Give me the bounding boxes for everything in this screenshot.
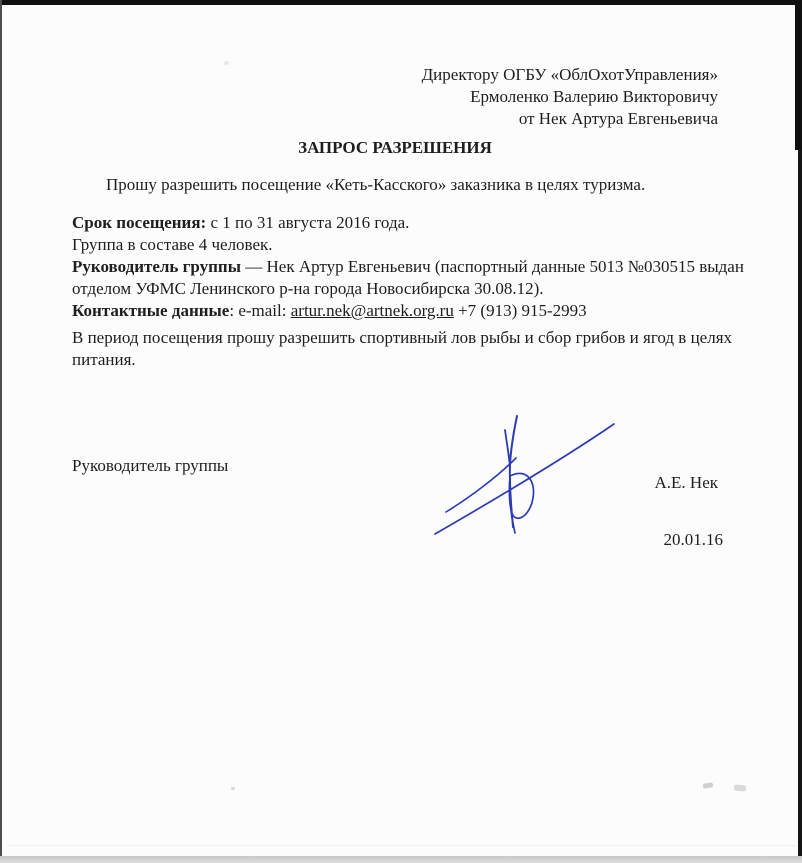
scan-edge-right-corner — [795, 0, 802, 150]
visit-period-label: Срок посещения: — [72, 213, 207, 232]
scan-artifact — [734, 784, 746, 791]
signatory-name: А.Е. Нек — [654, 473, 718, 492]
signature-cross-stroke — [446, 458, 516, 512]
leader-label: Руководитель группы — [72, 257, 241, 276]
scan-edge-top — [0, 0, 802, 5]
recipient-line-director: Директору ОГБУ «ОблОхотУправления» — [421, 65, 718, 84]
scan-artifact — [231, 787, 235, 790]
scan-artifact — [703, 782, 714, 788]
leader-line — [72, 256, 752, 278]
sender-line: от Нек Артура Евгеньевича — [518, 109, 718, 128]
signature-date: 20.01.16 — [663, 530, 723, 549]
contacts-label: Контактные данные — [72, 301, 230, 320]
recipient-line-name: Ермоленко Валерию Викторовичу — [470, 87, 718, 106]
request-paragraph — [72, 327, 752, 371]
details-block — [72, 212, 752, 322]
request-line-1: В период посещения прошу разрешить спортивный лов рыбы и сбор грибов и ягод в целях — [72, 328, 733, 347]
contacts-prefix: : e-mail: — [229, 301, 287, 320]
contacts-line — [72, 300, 752, 322]
signature-flourish-stroke — [435, 424, 614, 534]
document-title: ЗАПРОС РАЗРЕШЕНИЯ — [298, 138, 492, 157]
leader-line-wrap: отделом УФМС Ленинского р-на города Новосибирска 30.08.12). — [72, 279, 544, 298]
scan-streak — [6, 845, 796, 846]
signature-loop — [509, 473, 533, 518]
visit-period-line — [72, 212, 752, 234]
phone-number: +7 (913) 915-2993 — [458, 301, 587, 320]
visit-period-value: с 1 по 31 августа 2016 года. — [210, 213, 410, 232]
request-line-2: питания. — [72, 350, 136, 369]
scan-edge-bottom — [0, 856, 802, 863]
group-size-line: Группа в составе 4 человек. — [72, 235, 273, 254]
scan-artifact — [224, 61, 229, 65]
recipient-block — [422, 64, 718, 130]
handwritten-signature-ink — [402, 406, 627, 541]
intro-paragraph: Прошу разрешить посещение «Кеть-Касского» заказника в целях туризма. — [106, 175, 646, 194]
scan-edge-left — [0, 0, 2, 863]
leader-value: — Нек Артур Евгеньевич (паспортный данные 5013 №030515 выдан — [245, 257, 744, 276]
email-link-text: artur.nek@artnek.org.ru — [290, 301, 454, 320]
signatory-role: Руководитель группы — [72, 456, 229, 475]
